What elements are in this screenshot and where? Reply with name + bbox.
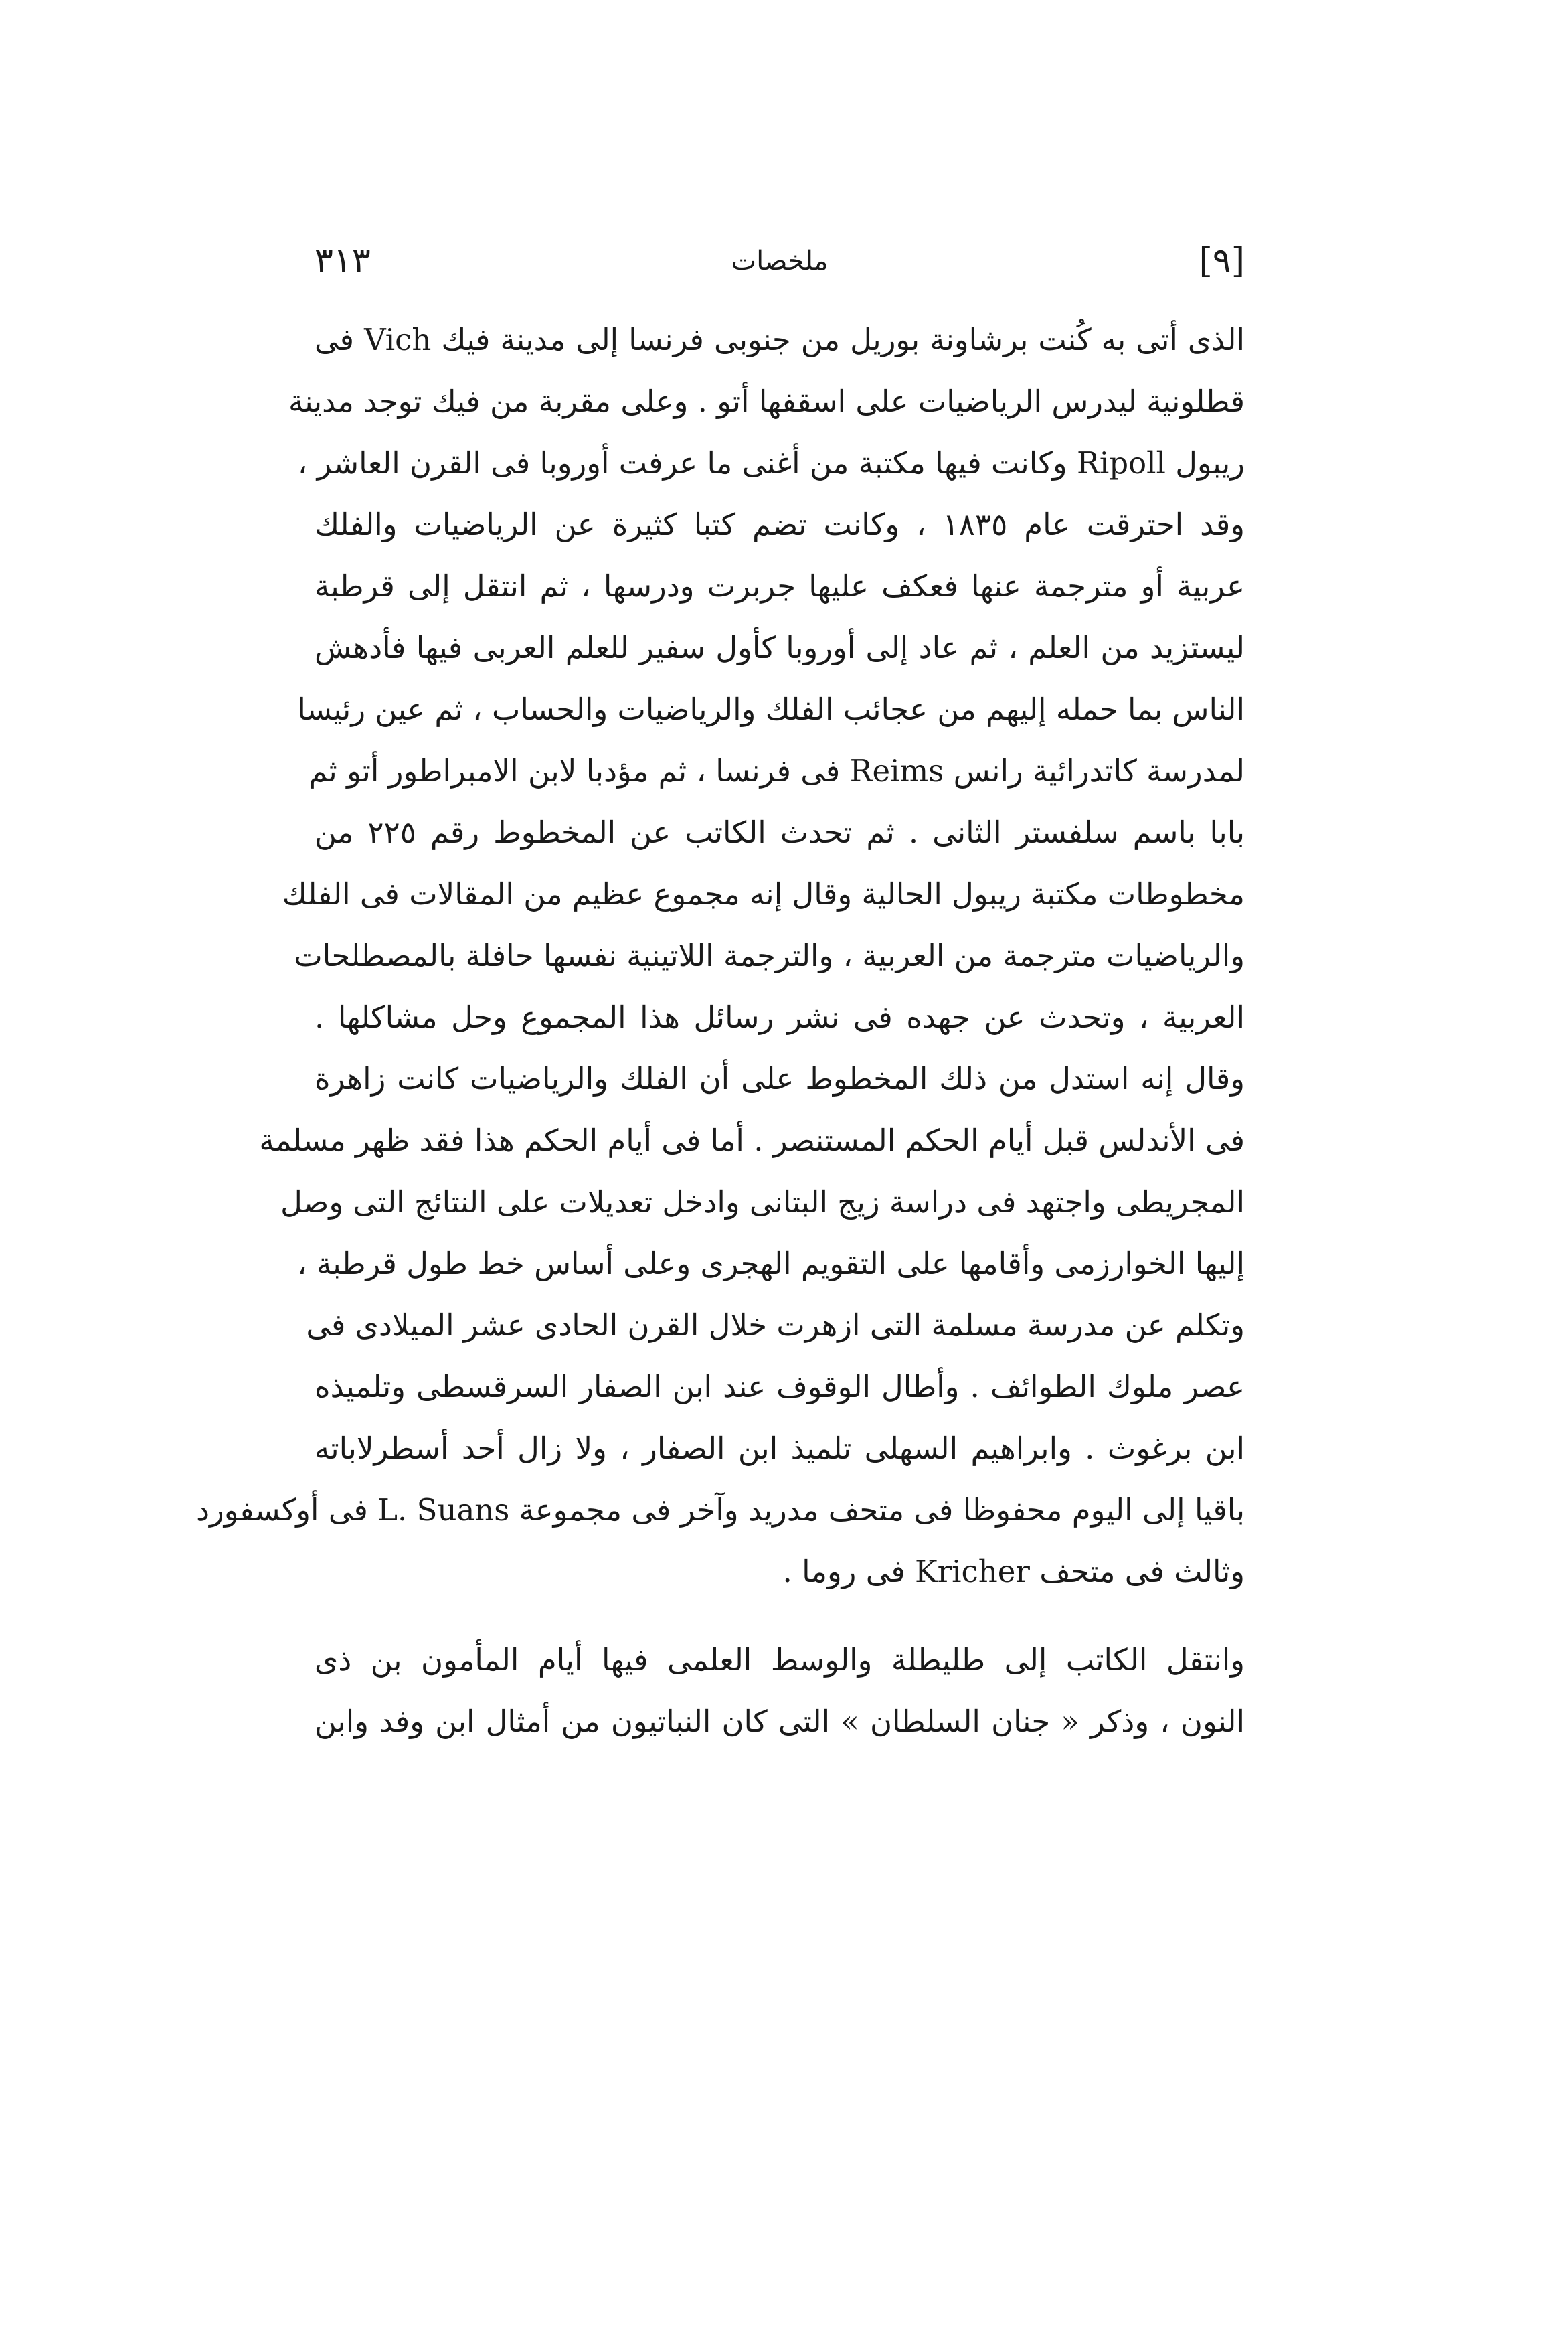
text-line: إليها الخوارزمى وأقامها على التقويم الهجرى وعلى أساس خط طول قرطبة ،: [297, 1246, 1245, 1281]
text-line: وقد احترقت عام ١٨٣٥ ، وكانت تضم كتبا كثيرة عن الرياضيات والفلك: [315, 507, 1245, 542]
text-line: لمدرسة كاتدرائية رانس Reims فى فرنسا ، ثم مؤدبا لابن الامبراطور أتو ثم: [309, 753, 1245, 789]
text-line: العربية ، وتحدث عن جهده فى نشر رسائل هذا المجموع وحل مشاكلها .: [315, 999, 1245, 1035]
paragraph-gap: [315, 1603, 1245, 1629]
text-line: قطلونية ليدرس الرياضيات على اسقفها أتو . وعلى مقربة من فيك توجد مدينة: [288, 384, 1245, 419]
text-line: فى الأندلس قبل أيام الحكم المستنصر . أما فى أيام الحكم هذا فقد ظهر مسلمة: [259, 1123, 1245, 1158]
paragraph-2: [315, 1629, 1245, 1753]
text-line: ابن برغوث . وابراهيم السهلى تلميذ ابن الصفار ، ولا زال أحد أسطرلاباته: [315, 1431, 1245, 1466]
page-number: ٣١٣: [315, 241, 371, 281]
text-line: الذى أتى به كُنت برشاونة بوريل من جنوبى فرنسا إلى مدينة فيك Vich فى: [315, 322, 1245, 357]
text-line: عربية أو مترجمة عنها فعكف عليها جربرت ودرسها ، ثم انتقل إلى قرطبة: [315, 568, 1245, 604]
text-line: عصر ملوك الطوائف . وأطال الوقوف عند ابن الصفار السرقسطى وتلميذه: [315, 1369, 1245, 1404]
text-line: وقال إنه استدل من ذلك المخطوط على أن الفلك والرياضيات كانت زاهرة: [315, 1061, 1245, 1097]
text-line: والرياضيات مترجمة من العربية ، والترجمة اللاتينية نفسها حافلة بالمصطلحات: [294, 938, 1245, 973]
running-head: ملخصات: [731, 246, 829, 276]
text-line: بابا باسم سلفستر الثانى . ثم تحدث الكاتب عن المخطوط رقم ٢٢٥ من: [315, 815, 1245, 850]
text-line: النون ، وذكر « جنان السلطان » التى كان النباتيون من أمثال ابن وفد وابن: [315, 1704, 1245, 1739]
text-line: وثالث فى متحف Kricher فى روما .: [782, 1554, 1245, 1589]
paragraph-1: [195, 309, 1245, 1603]
text-line: باقيا إلى اليوم محفوظا فى متحف مدريد وآخر فى مجموعة L. Suans فى أوكسفورد: [195, 1492, 1245, 1528]
text-line: وتكلم عن مدرسة مسلمة التى ازهرت خلال القرن الحادى عشر الميلادى فى: [306, 1307, 1245, 1343]
text-line: الناس بما حمله إليهم من عجائب الفلك والرياضيات والحساب ، ثم عين رئيسا: [297, 692, 1245, 727]
text-line: ليستزيد من العلم ، ثم عاد إلى أوروبا كأول سفير للعلم العربى فيها فأدهش: [315, 630, 1245, 665]
text-line: المجريطى واجتهد فى دراسة زيج البتانى وادخل تعديلات على النتائج التى وصل: [280, 1184, 1245, 1220]
page-header: [315, 234, 1245, 288]
section-mark: [٩]: [1199, 241, 1245, 281]
text-line: وانتقل الكاتب إلى طليطلة والوسط العلمى فيها أيام المأمون بن ذى: [315, 1642, 1245, 1678]
text-line: ريبول Ripoll وكانت فيها مكتبة من أغنى ما عرفت أوروبا فى القرن العاشر ،: [297, 445, 1245, 481]
text-line: مخطوطات مكتبة ريبول الحالية وقال إنه مجموع عظيم من المقالات فى الفلك: [282, 876, 1245, 912]
body-text: [195, 309, 1245, 1753]
